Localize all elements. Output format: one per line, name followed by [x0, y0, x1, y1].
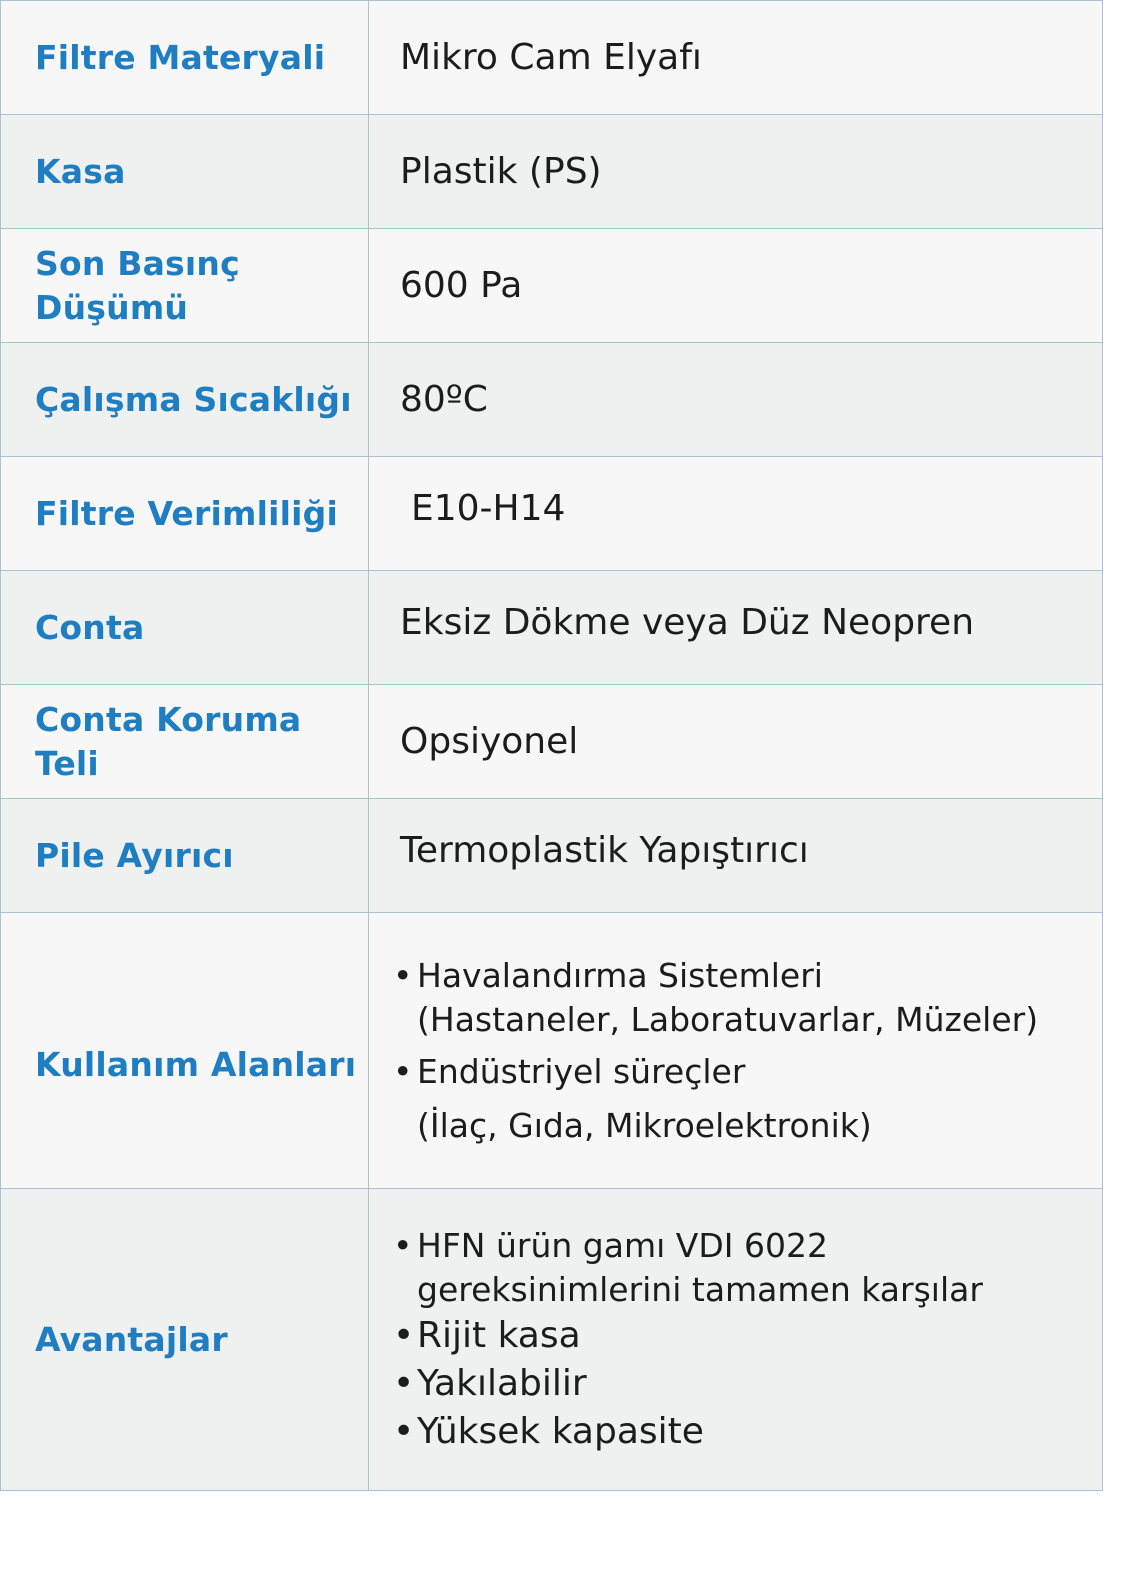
usage-item-main: • Havalandırma Sistemleri: [417, 955, 823, 995]
row-value: E10-H14: [369, 457, 1103, 571]
row-label: Conta Koruma Teli: [1, 685, 369, 799]
spec-row-usage-areas: [1, 913, 1103, 1189]
row-value: Opsiyonel: [369, 685, 1103, 799]
usage-item-main: • Endüstriyel süreçler: [417, 1051, 746, 1091]
spec-row-filter-material: [1, 1, 1103, 115]
row-value: 80ºC: [369, 343, 1103, 457]
spec-row-filter-efficiency: [1, 457, 1103, 571]
list-item: • Yakılabilir: [393, 1360, 1092, 1408]
row-label: Conta: [1, 571, 369, 685]
row-label: Son Basınç Düşümü: [1, 229, 369, 343]
advantages-list-large: [393, 1312, 1092, 1456]
row-label: Kullanım Alanları: [1, 913, 369, 1189]
usage-item-detail: (İlaç, Gıda, Mikroelektronik): [417, 1105, 872, 1145]
row-value: 600 Pa: [369, 229, 1103, 343]
spec-row-gasket-guard-wire: [1, 685, 1103, 799]
spec-row-advantages: [1, 1189, 1103, 1491]
spec-row-housing: [1, 115, 1103, 229]
list-item: • Rijit kasa: [393, 1312, 1092, 1360]
usage-list-cell: [369, 913, 1103, 1189]
spec-row-pleat-separator: [1, 799, 1103, 913]
advantage-item-detail: gereksinimlerini tamamen karşılar: [417, 1269, 983, 1309]
list-item: [393, 954, 1092, 1042]
advantages-list-cell: [369, 1189, 1103, 1491]
row-value: Plastik (PS): [369, 115, 1103, 229]
list-item: [393, 1050, 1092, 1148]
list-item: [393, 1224, 1092, 1312]
row-label: Filtre Materyali: [1, 1, 369, 115]
row-label: Kasa: [1, 115, 369, 229]
usage-list: [393, 954, 1092, 1148]
spec-row-gasket: [1, 571, 1103, 685]
row-label: Pile Ayırıcı: [1, 799, 369, 913]
spec-row-final-pressure-drop: [1, 229, 1103, 343]
row-value: Termoplastik Yapıştırıcı: [369, 799, 1103, 913]
row-label: Çalışma Sıcaklığı: [1, 343, 369, 457]
list-item: • Yüksek kapasite: [393, 1408, 1092, 1456]
usage-item-detail: (Hastaneler, Laboratuvarlar, Müzeler): [417, 999, 1039, 1039]
row-value: Eksiz Dökme veya Düz Neopren: [369, 571, 1103, 685]
advantages-list: [393, 1224, 1092, 1312]
row-label: Avantajlar: [1, 1189, 369, 1491]
row-label: Filtre Verimliliği: [1, 457, 369, 571]
spec-row-operating-temperature: [1, 343, 1103, 457]
advantage-item-main: • HFN ürün gamı VDI 6022: [417, 1225, 828, 1265]
row-value: Mikro Cam Elyafı: [369, 1, 1103, 115]
